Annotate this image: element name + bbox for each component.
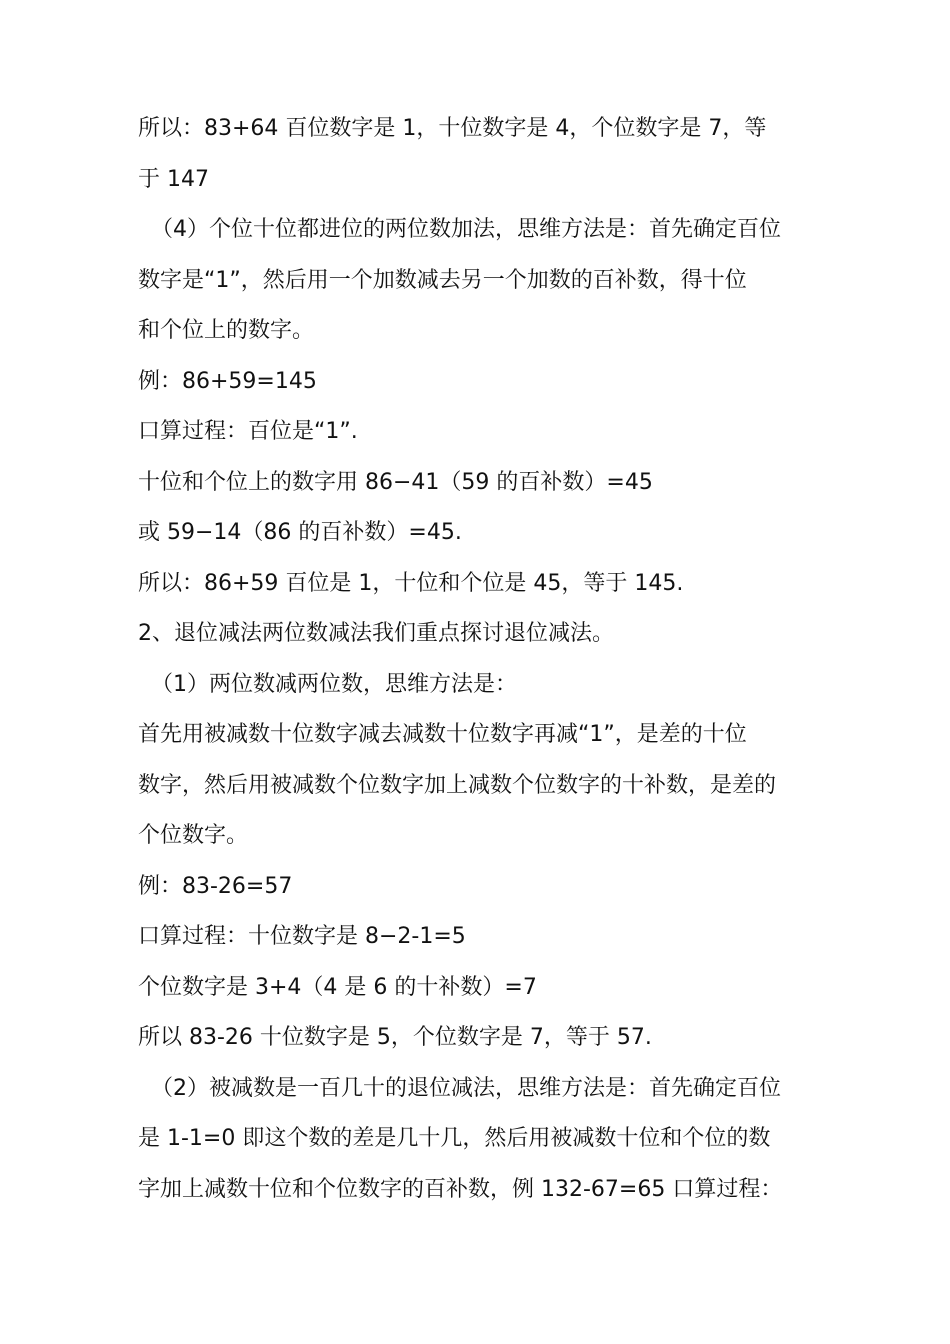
text-line: 例：86+59=145: [138, 368, 317, 394]
text-line: 数字，然后用被减数个位数字加上减数个位数字的十补数，是差的: [138, 772, 777, 798]
text-line: 于 147: [138, 166, 209, 192]
text-line: 例：83-26=57: [138, 873, 293, 899]
text-line: 2、退位减法两位数减法我们重点探讨退位减法。: [138, 621, 614, 646]
text-line: 是 1-1=0 即这个数的差是几十几，然后用被减数十位和个位的数: [138, 1126, 771, 1151]
text-line: 数字是“1”，然后用一个加数减去另一个加数的百补数，得十位: [138, 267, 747, 293]
text-line: 口算过程：十位数字是 8−2-1=5: [138, 924, 466, 949]
text-line: 十位和个位上的数字用 86−41（59 的百补数）=45: [138, 469, 653, 495]
text-line: （2）被减数是一百几十的退位减法，思维方法是：首先确定百位: [151, 1075, 781, 1101]
text-line: 首先用被减数十位数字减去减数十位数字再减“1”，是差的十位: [138, 722, 747, 747]
document-body: [138, 104, 818, 1215]
text-line: 口算过程：百位是“1”.: [138, 419, 358, 444]
text-line: 所以：83+64 百位数字是 1，十位数字是 4，个位数字是 7，等: [138, 116, 767, 141]
text-line: （4）个位十位都进位的两位数加法，思维方法是：首先确定百位: [151, 217, 781, 242]
text-line: 所以：86+59 百位是 1，十位和个位是 45，等于 145.: [138, 570, 684, 596]
text-line: 个位数字是 3+4（4 是 6 的十补数）=7: [138, 974, 537, 1000]
text-line: 和个位上的数字。: [138, 318, 315, 343]
text-line: 个位数字。: [138, 823, 249, 848]
text-line: 字加上减数十位和个位数字的百补数，例 132-67=65 口算过程：: [138, 1176, 783, 1202]
text-line: 所以 83-26 十位数字是 5，个位数字是 7，等于 57.: [138, 1025, 652, 1050]
text-line: 或 59−14（86 的百补数）=45.: [138, 520, 462, 545]
text-line: （1）两位数减两位数，思维方法是：: [151, 671, 517, 697]
